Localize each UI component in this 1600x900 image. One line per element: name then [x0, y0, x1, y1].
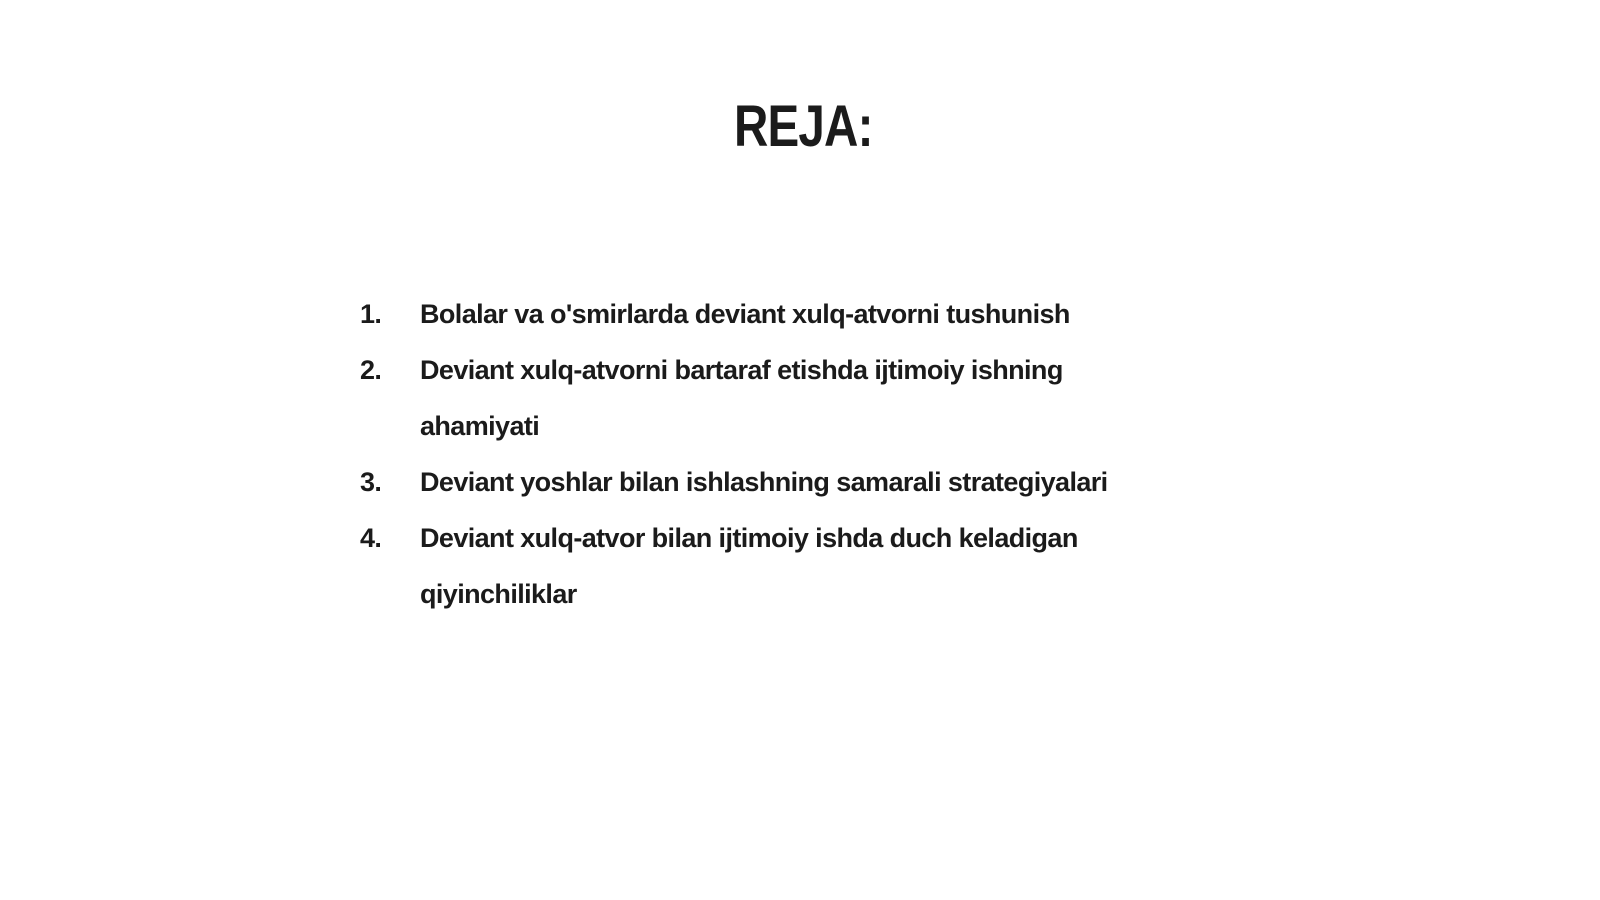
- list-item-number: 1.: [360, 299, 382, 329]
- list-item: [360, 286, 1120, 342]
- list-item-text: Deviant xulq-atvorni bartaraf etishda ijtimoiy ishning ahamiyati: [420, 355, 1063, 441]
- list-item-number: 3.: [360, 467, 382, 497]
- list-item: [360, 342, 1120, 454]
- list-item-text: Deviant yoshlar bilan ishlashning samarali strategiyalari: [420, 467, 1108, 497]
- list-item-text: Bolalar va o'smirlarda deviant xulq-atvorni tushunish: [420, 299, 1070, 329]
- list-item: [360, 510, 1120, 622]
- list-item-text: Deviant xulq-atvor bilan ijtimoiy ishda duch keladigan qiyinchiliklar: [420, 523, 1078, 609]
- slide-title: REJA:: [733, 94, 873, 159]
- agenda-list: [360, 286, 1120, 622]
- list-item-number: 4.: [360, 523, 382, 553]
- list-item: [360, 454, 1120, 510]
- list-item-number: 2.: [360, 355, 382, 385]
